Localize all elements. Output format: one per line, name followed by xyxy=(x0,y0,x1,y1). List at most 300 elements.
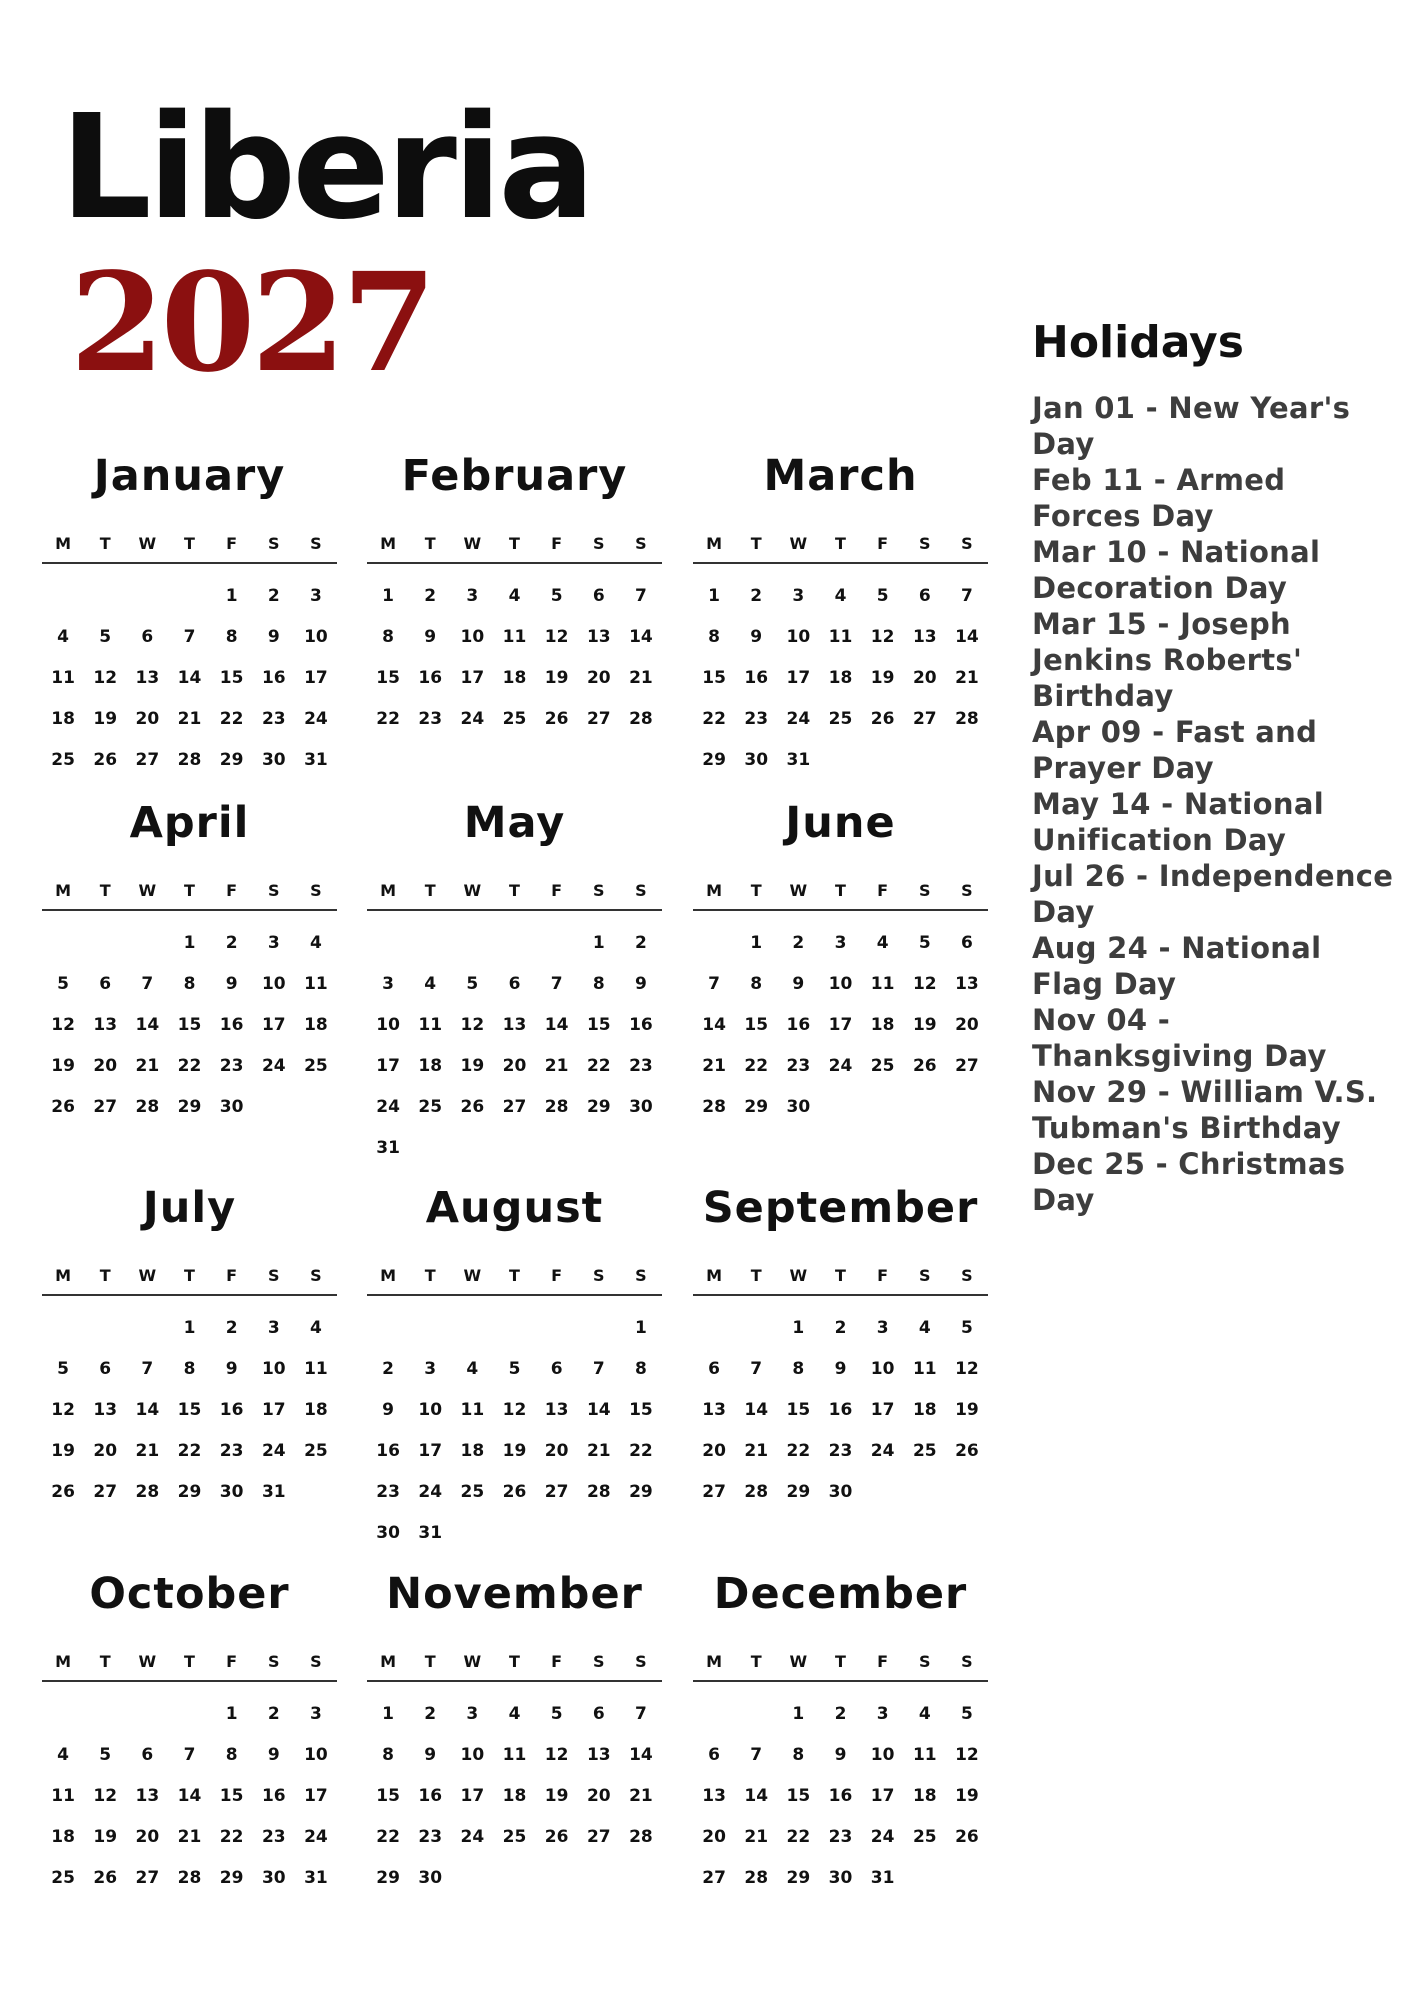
day-cell: 26 xyxy=(460,1097,485,1117)
empty-cell xyxy=(42,1694,84,1735)
day-cell: 21 xyxy=(629,668,653,688)
empty-cell xyxy=(451,1308,493,1349)
day-cell: 30 xyxy=(261,1868,286,1888)
day-cell: 15 xyxy=(376,668,400,688)
month-june xyxy=(693,795,988,1115)
weekday-label: T xyxy=(424,534,436,553)
day-cell: 27 xyxy=(502,1097,527,1117)
day-cell: 22 xyxy=(219,709,244,729)
day-cell: 29 xyxy=(586,1097,611,1117)
day-cell: 14 xyxy=(177,1786,202,1806)
empty-cell xyxy=(451,923,493,964)
day-cell: 19 xyxy=(955,1400,979,1420)
day-cell: 13 xyxy=(912,627,937,647)
day-cell: 13 xyxy=(702,1786,726,1806)
weekday-label: S xyxy=(593,1266,605,1285)
day-cell: 30 xyxy=(418,1868,443,1888)
day-cell: 30 xyxy=(376,1523,400,1543)
day-cell: 20 xyxy=(502,1056,527,1076)
day-cell: 21 xyxy=(135,1441,160,1461)
month-name: January xyxy=(93,451,286,501)
day-cell: 7 xyxy=(634,1704,647,1724)
day-cell: 20 xyxy=(93,1441,118,1461)
day-cell: 15 xyxy=(786,1786,811,1806)
day-cell: 7 xyxy=(141,1359,154,1379)
month-name: July xyxy=(142,1183,237,1233)
month-december xyxy=(693,1566,988,1886)
day-cell: 10 xyxy=(376,1015,400,1035)
day-cell: 18 xyxy=(828,668,853,688)
day-cell: 4 xyxy=(424,974,437,994)
day-cell: 16 xyxy=(219,1400,244,1420)
day-cell: 3 xyxy=(382,974,394,994)
day-cell: 13 xyxy=(955,974,979,994)
holiday-item: Apr 09 - Fast and Prayer Day xyxy=(1032,715,1318,785)
day-cell: 25 xyxy=(304,1056,328,1076)
holidays-panel xyxy=(1032,318,1402,1218)
day-cell: 4 xyxy=(57,1745,69,1765)
empty-cell xyxy=(819,740,861,781)
day-cell: 11 xyxy=(418,1015,443,1035)
empty-cell xyxy=(84,923,126,964)
holidays-heading: Holidays xyxy=(1032,317,1244,368)
weekday-label: T xyxy=(750,534,762,553)
day-cell: 2 xyxy=(424,586,437,606)
day-cell: 3 xyxy=(466,586,479,606)
weekday-label: S xyxy=(961,881,973,900)
day-cell: 19 xyxy=(544,668,569,688)
month-september xyxy=(693,1180,988,1500)
day-cell: 20 xyxy=(955,1015,979,1035)
weekday-header xyxy=(42,1266,337,1296)
day-cell: 1 xyxy=(183,933,196,953)
day-cell: 5 xyxy=(876,586,889,606)
day-cell: 5 xyxy=(57,1359,69,1379)
day-cell: 21 xyxy=(544,1056,569,1076)
day-grid xyxy=(367,923,662,1169)
day-cell: 22 xyxy=(702,709,726,729)
day-cell: 24 xyxy=(460,709,485,729)
empty-cell xyxy=(693,923,735,964)
day-cell: 15 xyxy=(702,668,726,688)
empty-cell xyxy=(946,1858,988,1899)
day-cell: 6 xyxy=(99,1359,112,1379)
day-cell: 17 xyxy=(304,668,328,688)
day-cell: 8 xyxy=(708,627,720,647)
year-heading: 2027 xyxy=(70,243,433,403)
day-cell: 29 xyxy=(786,1482,811,1502)
day-cell: 26 xyxy=(51,1482,75,1502)
day-cell: 20 xyxy=(544,1441,569,1461)
day-cell: 21 xyxy=(744,1441,769,1461)
day-cell: 18 xyxy=(51,1827,75,1847)
day-cell: 15 xyxy=(376,1786,400,1806)
day-cell: 23 xyxy=(261,1827,286,1847)
day-cell: 15 xyxy=(219,1786,244,1806)
day-cell: 10 xyxy=(828,974,853,994)
day-cell: 10 xyxy=(304,1745,328,1765)
weekday-label: M xyxy=(706,881,723,900)
day-cell: 1 xyxy=(634,1318,647,1338)
empty-cell xyxy=(536,1858,578,1899)
weekday-label: F xyxy=(226,1652,238,1671)
empty-cell xyxy=(735,1308,777,1349)
day-cell: 31 xyxy=(418,1523,443,1543)
weekday-label: F xyxy=(877,534,889,553)
weekday-label: T xyxy=(99,1266,111,1285)
day-cell: 8 xyxy=(382,1745,394,1765)
empty-cell xyxy=(536,1128,578,1169)
day-cell: 18 xyxy=(304,1400,328,1420)
day-cell: 6 xyxy=(508,974,521,994)
day-cell: 3 xyxy=(267,933,280,953)
weekday-label: T xyxy=(835,881,846,900)
day-cell: 1 xyxy=(750,933,763,953)
day-cell: 14 xyxy=(629,1745,653,1765)
empty-cell xyxy=(168,1694,210,1735)
month-march xyxy=(693,448,988,768)
day-cell: 30 xyxy=(828,1868,853,1888)
day-cell: 30 xyxy=(261,750,286,770)
day-cell: 2 xyxy=(225,1318,238,1338)
day-cell: 26 xyxy=(912,1056,937,1076)
empty-cell xyxy=(409,923,451,964)
day-cell: 7 xyxy=(750,1745,763,1765)
day-cell: 13 xyxy=(502,1015,527,1035)
day-cell: 21 xyxy=(135,1056,160,1076)
day-cell: 11 xyxy=(51,1786,75,1806)
day-cell: 26 xyxy=(502,1482,527,1502)
day-cell: 14 xyxy=(702,1015,726,1035)
day-cell: 14 xyxy=(744,1400,769,1420)
weekday-label: M xyxy=(380,881,397,900)
empty-cell xyxy=(84,576,126,617)
day-cell: 1 xyxy=(225,586,238,606)
weekday-label: W xyxy=(463,1266,482,1285)
day-cell: 20 xyxy=(586,1786,611,1806)
day-cell: 22 xyxy=(586,1056,611,1076)
month-name: June xyxy=(785,798,896,848)
day-cell: 18 xyxy=(418,1056,443,1076)
day-cell: 10 xyxy=(304,627,328,647)
day-cell: 16 xyxy=(418,668,443,688)
day-cell: 16 xyxy=(261,668,286,688)
day-cell: 7 xyxy=(183,627,196,647)
day-cell: 15 xyxy=(629,1400,653,1420)
weekday-label: W xyxy=(789,881,808,900)
day-cell: 15 xyxy=(219,668,244,688)
day-cell: 29 xyxy=(219,1868,244,1888)
day-cell: 25 xyxy=(828,709,853,729)
day-cell: 19 xyxy=(544,1786,569,1806)
day-cell: 11 xyxy=(912,1745,937,1765)
day-cell: 6 xyxy=(708,1359,720,1379)
day-cell: 3 xyxy=(876,1704,889,1724)
weekday-label: W xyxy=(463,881,482,900)
empty-cell xyxy=(451,1513,493,1554)
weekday-label: M xyxy=(55,881,72,900)
day-cell: 9 xyxy=(225,1359,238,1379)
day-cell: 8 xyxy=(592,974,605,994)
empty-cell xyxy=(367,923,409,964)
empty-cell xyxy=(253,1087,295,1128)
day-cell: 1 xyxy=(792,1704,805,1724)
day-cell: 3 xyxy=(309,1704,322,1724)
day-cell: 9 xyxy=(424,1745,437,1765)
empty-cell xyxy=(42,1308,84,1349)
day-cell: 21 xyxy=(629,1786,653,1806)
day-cell: 29 xyxy=(177,1482,202,1502)
day-cell: 6 xyxy=(592,586,605,606)
day-cell: 16 xyxy=(418,1786,443,1806)
day-cell: 23 xyxy=(744,709,769,729)
day-cell: 18 xyxy=(460,1441,485,1461)
day-cell: 10 xyxy=(261,1359,286,1379)
month-may xyxy=(367,795,662,1158)
day-cell: 9 xyxy=(382,1400,394,1420)
day-cell: 2 xyxy=(382,1359,394,1379)
weekday-label: M xyxy=(380,1266,397,1285)
empty-cell xyxy=(295,1472,337,1513)
day-cell: 13 xyxy=(586,1745,611,1765)
day-cell: 28 xyxy=(135,1482,160,1502)
weekday-label: T xyxy=(424,1652,436,1671)
day-cell: 4 xyxy=(918,1704,931,1724)
day-cell: 27 xyxy=(955,1056,979,1076)
weekday-label: S xyxy=(635,534,647,553)
day-cell: 27 xyxy=(912,709,937,729)
day-cell: 17 xyxy=(376,1056,400,1076)
empty-cell xyxy=(536,1308,578,1349)
day-cell: 5 xyxy=(99,1745,112,1765)
day-cell: 25 xyxy=(912,1441,937,1461)
empty-cell xyxy=(904,1472,946,1513)
day-cell: 12 xyxy=(870,627,895,647)
day-cell: 13 xyxy=(135,668,160,688)
weekday-label: T xyxy=(424,1266,436,1285)
day-cell: 25 xyxy=(51,1868,75,1888)
day-cell: 19 xyxy=(870,668,895,688)
weekday-label: S xyxy=(268,881,280,900)
day-cell: 1 xyxy=(382,1704,394,1724)
day-cell: 15 xyxy=(177,1400,202,1420)
holiday-item: Feb 11 - Armed Forces Day xyxy=(1032,463,1286,533)
day-cell: 21 xyxy=(586,1441,611,1461)
day-cell: 9 xyxy=(634,974,647,994)
day-cell: 27 xyxy=(544,1482,569,1502)
day-cell: 22 xyxy=(376,1827,400,1847)
weekday-label: T xyxy=(509,1266,520,1285)
day-cell: 20 xyxy=(912,668,937,688)
day-cell: 27 xyxy=(702,1868,726,1888)
weekday-label: F xyxy=(877,1652,889,1671)
empty-cell xyxy=(126,1308,168,1349)
weekday-label: S xyxy=(635,1266,647,1285)
empty-cell xyxy=(84,1694,126,1735)
weekday-header xyxy=(693,1652,988,1682)
day-grid xyxy=(42,1308,337,1513)
day-cell: 4 xyxy=(834,586,847,606)
day-cell: 6 xyxy=(141,1745,154,1765)
day-cell: 29 xyxy=(629,1482,653,1502)
day-cell: 8 xyxy=(183,1359,196,1379)
day-cell: 31 xyxy=(786,750,811,770)
day-cell: 20 xyxy=(93,1056,118,1076)
empty-cell xyxy=(493,1308,535,1349)
day-cell: 18 xyxy=(870,1015,895,1035)
day-cell: 3 xyxy=(267,1318,280,1338)
month-name: December xyxy=(713,1569,968,1619)
empty-cell xyxy=(620,1128,662,1169)
day-grid xyxy=(693,576,988,781)
weekday-label: F xyxy=(551,534,563,553)
day-cell: 13 xyxy=(135,1786,160,1806)
day-cell: 23 xyxy=(629,1056,653,1076)
day-cell: 4 xyxy=(57,627,69,647)
weekday-header xyxy=(367,881,662,911)
empty-cell xyxy=(819,1087,861,1128)
day-grid xyxy=(42,1694,337,1899)
month-name: February xyxy=(401,451,628,501)
day-cell: 13 xyxy=(702,1400,726,1420)
weekday-label: F xyxy=(551,1266,563,1285)
day-cell: 6 xyxy=(960,933,973,953)
weekday-label: F xyxy=(877,1266,889,1285)
day-cell: 17 xyxy=(786,668,811,688)
day-cell: 3 xyxy=(466,1704,479,1724)
weekday-label: M xyxy=(55,1266,72,1285)
day-cell: 11 xyxy=(304,974,328,994)
weekday-header xyxy=(693,881,988,911)
day-cell: 30 xyxy=(786,1097,811,1117)
day-cell: 14 xyxy=(135,1015,160,1035)
day-cell: 22 xyxy=(177,1441,202,1461)
day-cell: 2 xyxy=(424,1704,437,1724)
weekday-label: W xyxy=(138,881,157,900)
day-cell: 10 xyxy=(418,1400,443,1420)
day-cell: 12 xyxy=(51,1400,75,1420)
day-cell: 9 xyxy=(225,974,238,994)
day-cell: 16 xyxy=(828,1400,853,1420)
day-cell: 5 xyxy=(466,974,479,994)
day-cell: 19 xyxy=(93,1827,118,1847)
day-cell: 14 xyxy=(544,1015,569,1035)
day-cell: 28 xyxy=(629,1827,653,1847)
day-grid xyxy=(693,1694,988,1899)
day-cell: 12 xyxy=(93,668,118,688)
day-cell: 11 xyxy=(870,974,895,994)
day-cell: 7 xyxy=(960,586,973,606)
day-cell: 21 xyxy=(744,1827,769,1847)
weekday-label: M xyxy=(380,534,397,553)
day-cell: 2 xyxy=(834,1704,847,1724)
day-cell: 18 xyxy=(304,1015,328,1035)
holiday-item: Nov 04 - Thanksgiving Day xyxy=(1032,1003,1327,1073)
day-cell: 6 xyxy=(918,586,931,606)
day-cell: 26 xyxy=(955,1827,979,1847)
day-cell: 25 xyxy=(460,1482,485,1502)
weekday-label: S xyxy=(593,534,605,553)
weekday-label: T xyxy=(835,534,846,553)
empty-cell xyxy=(409,1308,451,1349)
day-cell: 24 xyxy=(304,709,328,729)
day-cell: 24 xyxy=(261,1056,286,1076)
day-cell: 3 xyxy=(876,1318,889,1338)
day-cell: 23 xyxy=(828,1827,853,1847)
day-cell: 6 xyxy=(708,1745,720,1765)
day-cell: 8 xyxy=(225,1745,238,1765)
day-cell: 27 xyxy=(586,709,611,729)
weekday-label: M xyxy=(55,1652,72,1671)
empty-cell xyxy=(42,576,84,617)
empty-cell xyxy=(536,923,578,964)
day-cell: 2 xyxy=(267,586,280,606)
day-cell: 31 xyxy=(261,1482,286,1502)
weekday-label: W xyxy=(463,534,482,553)
day-cell: 20 xyxy=(586,668,611,688)
empty-cell xyxy=(578,1513,620,1554)
weekday-label: W xyxy=(138,1652,157,1671)
day-cell: 27 xyxy=(93,1482,118,1502)
weekday-header xyxy=(42,881,337,911)
day-cell: 12 xyxy=(51,1015,75,1035)
day-cell: 22 xyxy=(629,1441,653,1461)
day-cell: 24 xyxy=(460,1827,485,1847)
day-cell: 12 xyxy=(544,1745,569,1765)
day-grid xyxy=(42,576,337,781)
day-cell: 8 xyxy=(225,627,238,647)
day-cell: 28 xyxy=(702,1097,726,1117)
day-grid xyxy=(367,1694,662,1899)
day-cell: 10 xyxy=(870,1745,895,1765)
weekday-label: S xyxy=(961,534,973,553)
month-april xyxy=(42,795,337,1115)
day-cell: 4 xyxy=(466,1359,479,1379)
empty-cell xyxy=(295,1087,337,1128)
day-cell: 31 xyxy=(304,1868,328,1888)
empty-cell xyxy=(862,1087,904,1128)
empty-cell xyxy=(493,1858,535,1899)
day-cell: 2 xyxy=(750,586,763,606)
day-cell: 28 xyxy=(177,1868,202,1888)
weekday-label: T xyxy=(99,534,111,553)
day-cell: 14 xyxy=(135,1400,160,1420)
month-october xyxy=(42,1566,337,1886)
day-cell: 4 xyxy=(508,586,521,606)
weekday-label: T xyxy=(99,1652,111,1671)
day-cell: 18 xyxy=(502,668,527,688)
day-cell: 9 xyxy=(792,974,805,994)
weekday-label: S xyxy=(268,1652,280,1671)
day-cell: 30 xyxy=(219,1482,244,1502)
day-cell: 11 xyxy=(460,1400,485,1420)
day-cell: 8 xyxy=(750,974,763,994)
day-grid xyxy=(367,576,662,740)
weekday-label: S xyxy=(268,1266,280,1285)
day-cell: 16 xyxy=(786,1015,811,1035)
day-cell: 7 xyxy=(141,974,154,994)
day-cell: 23 xyxy=(219,1056,244,1076)
day-cell: 9 xyxy=(267,1745,280,1765)
day-cell: 3 xyxy=(309,586,322,606)
day-cell: 5 xyxy=(550,586,563,606)
day-cell: 16 xyxy=(828,1786,853,1806)
day-cell: 28 xyxy=(544,1097,569,1117)
day-cell: 4 xyxy=(876,933,889,953)
day-cell: 30 xyxy=(629,1097,653,1117)
day-cell: 19 xyxy=(502,1441,527,1461)
holiday-item: Mar 10 - National Decoration Day xyxy=(1032,535,1321,605)
